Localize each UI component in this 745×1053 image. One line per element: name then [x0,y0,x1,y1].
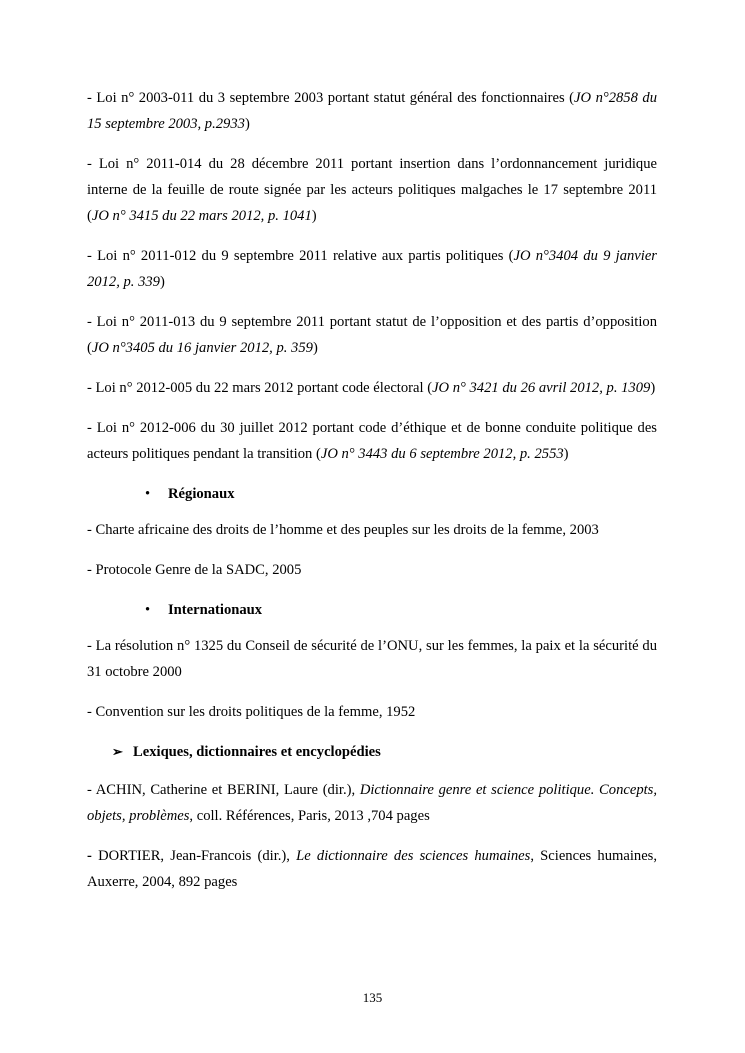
page-content [87,85,657,909]
list-item: - Convention sur les droits politiques de la femme, 1952 [87,704,416,720]
arrow-bullet-icon: ➢ [112,744,123,759]
list-item: - Charte africaine des droits de l’homme et des peuples sur les droits de la femme, 2003 [87,522,599,538]
law-entry: - Loi n° 2011-013 du 9 septembre 2011 portant statut de l’opposition et des partis d’opposition (JO n°3405 du 16 janvier 2012, p. 359) [87,314,657,356]
law-entry: - Loi n° 2011-012 du 9 septembre 2011 relative aux partis politiques (JO n°3404 du 9 janvier 2012, p. 339) [87,248,657,290]
law-entry: - Loi n° 2003-011 du 3 septembre 2003 portant statut général des fonctionnaires (JO n°2858 du 15 septembre 2003, p.2933) [87,90,657,132]
reference-entry: - DORTIER, Jean-Francois (dir.), Le dictionnaire des sciences humaines, Sciences humaines, Auxerre, 2004, 892 pages [87,848,658,890]
law-entry: - Loi n° 2012-006 du 30 juillet 2012 portant code d’éthique et de bonne conduite politique des acteurs politiques pendant la transition (JO n° 3443 du 6 septembre 2012, p. 2553) [87,420,657,462]
heading-text: Internationaux [168,602,263,618]
heading-text: Lexiques, dictionnaires et encyclopédies [133,744,381,760]
list-item: - La résolution n° 1325 du Conseil de sécurité de l’ONU, sur les femmes, la paix et la sécurité du 31 octobre 2000 [87,638,657,680]
list-item: - Protocole Genre de la SADC, 2005 [87,562,302,578]
law-entry: - Loi n° 2012-005 du 22 mars 2012 portant code électoral (JO n° 3421 du 26 avril 2012, p. 1309) [87,380,656,396]
bullet-icon: • [145,602,151,618]
section-heading-internationaux [87,597,657,623]
page-number: 135 [362,990,383,1005]
bullet-icon: • [145,486,151,502]
heading-text: Régionaux [168,486,235,502]
section-heading-lexiques [87,739,657,765]
reference-entry: - ACHIN, Catherine et BERINI, Laure (dir.), Dictionnaire genre et science politique. Concepts, objets, problèmes, coll. Références, Paris, 2013 ,704 pages [87,782,658,824]
section-heading-regionaux [87,481,657,507]
law-entry: - Loi n° 2011-014 du 28 décembre 2011 portant insertion dans l’ordonnancement juridique interne de la feuille de route signée par les acteurs politiques malgaches le 17 septembre 2011 (JO n° 3415 du 22 mars 2012, p. 1041) [87,156,657,224]
